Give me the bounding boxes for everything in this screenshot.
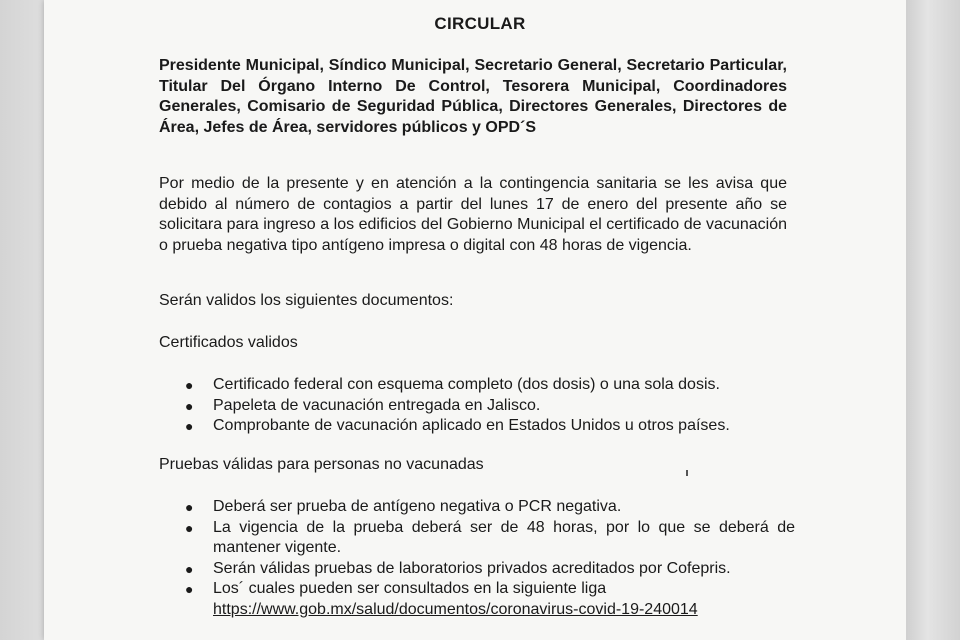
- list-item-text: Deberá ser prueba de antígeno negativa o PCR negativa.: [213, 498, 622, 515]
- tests-heading: Pruebas válidas para personas no vacunadas: [159, 456, 484, 473]
- list-item: [185, 559, 795, 580]
- list-item-text: Los´ cuales pueden ser consultados en la siguiente liga: [213, 580, 607, 597]
- bullet-icon: ●: [185, 560, 194, 577]
- list-item: [185, 416, 795, 437]
- certificates-list: [185, 375, 795, 437]
- covid-documents-link[interactable]: https://www.gob.mx/salud/documentos/coronavirus-covid-19-240014: [213, 600, 698, 618]
- list-item-text: Serán válidas pruebas de laboratorios privados acreditados por Cofepris.: [213, 559, 731, 577]
- list-item-text: Papeleta de vacunación entregada en Jalisco.: [213, 396, 541, 414]
- list-item: [185, 579, 795, 620]
- bullet-icon: ●: [185, 418, 194, 434]
- bullet-icon: ●: [185, 499, 194, 515]
- valid-documents-heading: Serán validos los siguientes documentos:: [159, 292, 454, 309]
- bullet-icon: ●: [185, 377, 194, 393]
- tests-list: [185, 497, 795, 620]
- list-item: [185, 396, 795, 417]
- addressees-paragraph: Presidente Municipal, Síndico Municipal, Secretario General, Secretario Particular, Titular Del Órgano Interno De Control, Tesorera Municipal, Coordinadores Generales, Comisario de Seguridad Pública, Directores Generales, Directores de Área, Jefes de Área, servidores públicos y OPD´S: [159, 57, 787, 136]
- document-title: CIRCULAR: [434, 14, 526, 33]
- list-item-text: Comprobante de vacunación aplicado en Estados Unidos u otros países.: [213, 417, 730, 434]
- list-item: [185, 497, 795, 518]
- background-right-edge: [906, 0, 960, 640]
- list-item-text: La vigencia de la prueba deberá ser de 48 horas, por lo que se deberá de mantener vigente.: [213, 518, 795, 556]
- bullet-icon: ●: [185, 519, 194, 536]
- list-item: [185, 375, 795, 396]
- intro-paragraph: Por medio de la presente y en atención a la contingencia sanitaria se les avisa que debido al número de contagios a partir del lunes 17 de enero del presente año se solicitara para ingreso a los edificios del Gobierno Municipal el certificado de vacunación o prueba negativa tipo antígeno impresa o digital con 48 horas de vigencia.: [159, 175, 787, 254]
- certificates-heading: Certificados validos: [159, 334, 298, 351]
- bullet-icon: ●: [185, 397, 194, 414]
- list-item-text: Certificado federal con esquema completo (dos dosis) o una sola dosis.: [213, 376, 720, 393]
- bullet-icon: ●: [185, 581, 194, 597]
- list-item: [185, 518, 795, 559]
- paper-speck: [686, 470, 688, 476]
- background-left-edge: [0, 0, 44, 640]
